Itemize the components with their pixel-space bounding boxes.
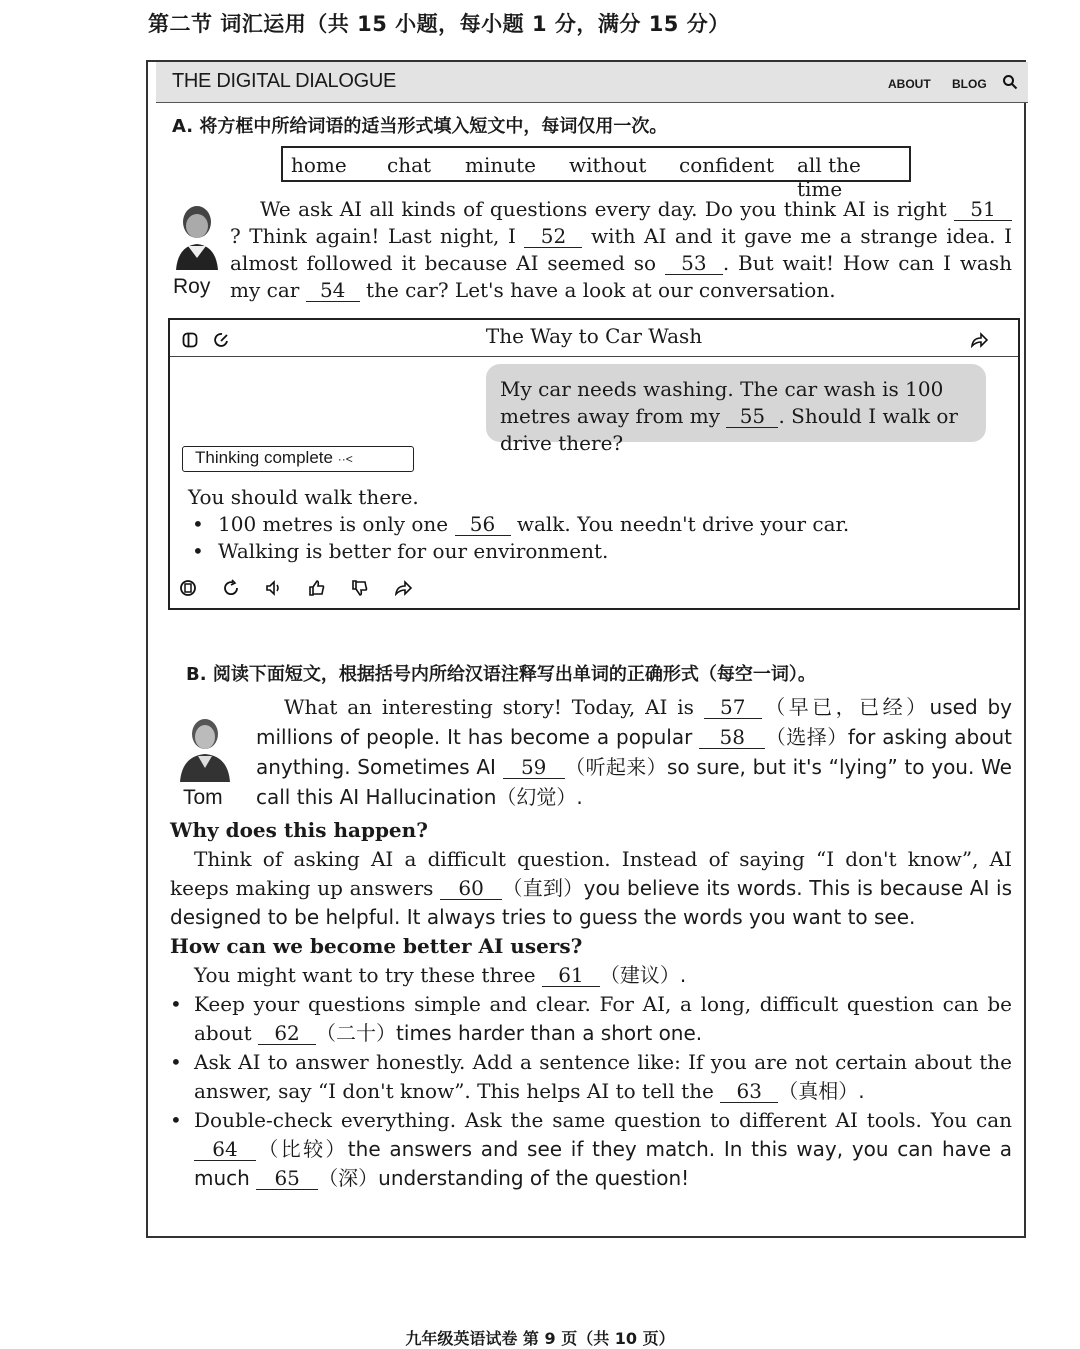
- text: walk. You needn't drive your car.: [510, 512, 850, 536]
- text: （二十）times harder than a short one.: [316, 1021, 703, 1045]
- answer-line: You should walk there.: [188, 485, 419, 509]
- tip-item: [170, 1106, 1012, 1193]
- word-confident: confident: [679, 153, 775, 177]
- blank-57[interactable]: 57: [704, 696, 762, 719]
- text: 100 metres is only one: [218, 512, 455, 536]
- text: Think of asking AI a difficult question. Instead of saying “I don't know”, AI keeps making up answers: [170, 847, 1012, 900]
- word-all-the-time: all the time: [797, 153, 861, 201]
- text: （直到）you believe its words. This is because AI is designed to be helpful. It always tries to guess the words you want to see.: [170, 876, 1012, 929]
- answer-bullet: • Walking is better for our environment.: [218, 538, 988, 565]
- blank-58[interactable]: 58: [699, 726, 765, 749]
- blank-54[interactable]: 54: [306, 279, 360, 302]
- search-icon[interactable]: [1002, 74, 1018, 90]
- section-heading: 第二节 词汇运用（共 15 小题，每小题 1 分，满分 15 分）: [148, 12, 730, 36]
- text: （选择）for asking about anything. Sometimes AI: [256, 725, 1012, 779]
- paragraph: [170, 961, 1012, 990]
- tom-avatar: [176, 716, 234, 782]
- text: My car needs washing. The car wash is 100 metres away from my: [500, 377, 944, 428]
- ai-answer: [188, 484, 988, 565]
- text: ? Think again! Last night, I: [230, 224, 525, 248]
- tom-name: Tom: [183, 786, 223, 809]
- text: （深）understanding of the question!: [318, 1166, 690, 1190]
- text: . Should I walk or drive there?: [500, 404, 958, 455]
- copy-icon[interactable]: [178, 578, 198, 598]
- blank-64[interactable]: 64: [194, 1138, 256, 1161]
- blank-53[interactable]: 53: [665, 252, 723, 275]
- chat-title: The Way to Car Wash: [485, 324, 703, 348]
- text: （真相）.: [778, 1079, 865, 1103]
- word-chat: chat: [387, 153, 432, 177]
- word-home: home: [291, 153, 347, 177]
- chat-title-bar: [170, 320, 1018, 357]
- paragraph: [170, 845, 1012, 932]
- answer-bullet: [218, 511, 988, 538]
- tip-item: [170, 990, 1012, 1048]
- blank-51[interactable]: 51: [954, 198, 1012, 221]
- speaker-icon[interactable]: [264, 578, 284, 598]
- blank-62[interactable]: 62: [258, 1022, 316, 1045]
- text: （建议）.: [599, 963, 687, 987]
- blank-56[interactable]: 56: [455, 513, 511, 536]
- tip-item: [170, 1048, 1012, 1106]
- question-heading: Why does this happen?: [170, 818, 428, 842]
- thinking-badge[interactable]: [182, 446, 414, 472]
- user-message-bubble: [486, 364, 986, 455]
- instruction-a: A. 将方框中所给词语的适当形式填入短文中，每词仅用一次。: [172, 116, 668, 137]
- blank-63[interactable]: 63: [720, 1080, 778, 1103]
- text: with AI and it gave me a strange idea. I almost followed it because AI seemed so: [230, 224, 1013, 275]
- roy-avatar: [170, 200, 224, 272]
- word-minute: minute: [465, 153, 536, 177]
- question-heading: How can we become better AI users?: [170, 934, 583, 958]
- site-header: [156, 62, 1028, 103]
- text: You might want to try these three: [194, 963, 542, 987]
- text: the car? Let's have a look at our conversation.: [359, 278, 836, 302]
- blank-52[interactable]: 52: [524, 225, 582, 248]
- tom-paragraph: [256, 692, 1012, 812]
- word-box: [281, 146, 911, 201]
- blank-59[interactable]: 59: [503, 756, 565, 779]
- regenerate-icon[interactable]: [221, 578, 241, 598]
- nav-about[interactable]: ABOUT: [888, 77, 931, 91]
- part-b-body: [170, 816, 1012, 1193]
- instruction-b: B. 阅读下面短文，根据括号内所给汉语注释写出单词的正确形式（每空一词）。: [186, 664, 816, 685]
- site-title: THE DIGITAL DIALOGUE: [172, 70, 397, 92]
- thumbs-up-icon[interactable]: [307, 578, 327, 598]
- roy-name: Roy: [173, 275, 211, 298]
- text: （早已，已经）used by millions of people. It has become a popular: [256, 695, 1012, 749]
- text: Thinking complete: [195, 448, 333, 467]
- blank-61[interactable]: 61: [542, 964, 600, 987]
- chevron-icon: ··˂: [337, 452, 353, 466]
- text: （比较）the answers and see if they match. In this way, you can have a much: [194, 1137, 1012, 1190]
- chat-window: [168, 318, 1020, 610]
- blank-65[interactable]: 65: [256, 1167, 318, 1190]
- nav-blog[interactable]: BLOG: [952, 77, 987, 91]
- blank-60[interactable]: 60: [440, 877, 502, 900]
- text: （听起来）so sure, but it's “lying” to you. We call this AI Hallucination（幻觉）.: [256, 755, 1012, 809]
- share-icon[interactable]: [393, 578, 413, 598]
- text: Keep your questions simple and clear. For AI, a long, difficult question can be about: [194, 992, 1012, 1045]
- share-icon[interactable]: [970, 332, 988, 348]
- text: What an interesting story! Today, AI is: [284, 695, 704, 719]
- page-footer: 九年级英语试卷 第 9 页（共 10 页）: [405, 1329, 675, 1348]
- blank-55[interactable]: 55: [726, 405, 778, 428]
- text: We ask AI all kinds of questions every day. Do you think AI is right: [260, 197, 954, 221]
- roy-paragraph: [230, 196, 1012, 304]
- word-without: without: [569, 153, 647, 177]
- thumbs-down-icon[interactable]: [350, 578, 370, 598]
- text: Ask AI to answer honestly. Add a sentence like: If you are not certain about the answer, say “I don't know”. This helps AI to tell the: [194, 1050, 1012, 1103]
- action-bar: [178, 578, 431, 600]
- text: Double-check everything. Ask the same question to different AI tools. You can: [194, 1108, 1012, 1132]
- text: . But wait! How can I wash my car: [230, 251, 1013, 302]
